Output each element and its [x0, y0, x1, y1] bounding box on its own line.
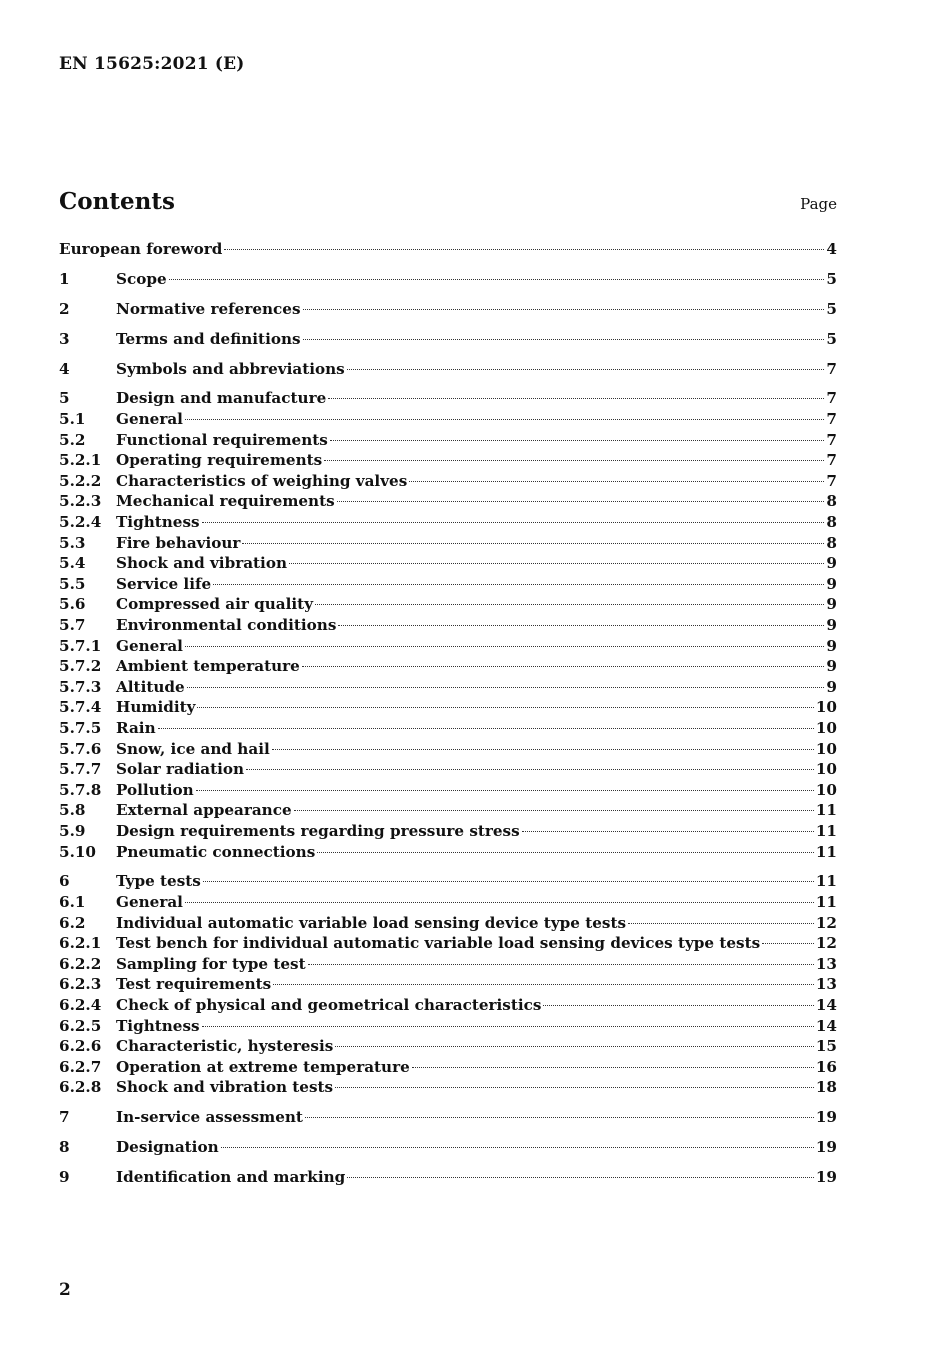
toc-entry-page: 9 — [826, 595, 837, 614]
toc-entry[interactable] — [59, 300, 837, 321]
toc-dot-leader — [330, 440, 825, 441]
toc-dot-leader — [308, 964, 814, 965]
toc-entry-number: 5.10 — [59, 842, 96, 861]
table-of-contents — [59, 240, 837, 1198]
contents-title: Contents — [59, 188, 175, 215]
toc-entry[interactable] — [59, 616, 837, 637]
toc-entry-page: 11 — [815, 872, 837, 891]
toc-entry-number: 6 — [59, 872, 70, 891]
toc-entry-title[interactable]: Design and manufacture — [116, 389, 327, 408]
toc-entry-number: 5.5 — [59, 574, 86, 593]
toc-entry-title[interactable]: Ambient temperature — [116, 657, 300, 676]
toc-dot-leader — [196, 790, 814, 791]
toc-entry[interactable] — [59, 872, 837, 893]
toc-dot-leader — [317, 852, 814, 853]
toc-entry-page: 13 — [815, 975, 837, 994]
toc-entry[interactable] — [59, 1138, 837, 1159]
toc-entry-page: 8 — [826, 492, 837, 511]
toc-entry-number: 5.2.1 — [59, 451, 102, 470]
toc-entry-title[interactable]: In-service assessment — [116, 1108, 303, 1127]
toc-entry-page: 7 — [826, 359, 837, 378]
toc-entry-title[interactable]: General — [116, 636, 183, 655]
toc-entry-number: 5.7.5 — [59, 718, 102, 737]
toc-dot-leader — [522, 831, 814, 832]
toc-entry[interactable] — [59, 781, 837, 802]
toc-dot-leader — [169, 279, 825, 280]
toc-entry-page: 7 — [826, 471, 837, 490]
toc-entry-number: 6.2.6 — [59, 1037, 102, 1056]
toc-entry-number: 5.7.7 — [59, 760, 102, 779]
toc-entry-page: 19 — [815, 1168, 837, 1187]
toc-entry[interactable] — [59, 657, 837, 678]
toc-entry-number: 6.1 — [59, 893, 86, 911]
toc-entry-number: 5.2.4 — [59, 513, 102, 532]
toc-entry-number: 5.4 — [59, 554, 86, 573]
toc-entry-title[interactable]: Fire behaviour — [116, 533, 241, 552]
toc-entry-number: 8 — [59, 1138, 70, 1157]
toc-entry-page: 8 — [826, 513, 837, 532]
toc-entry-title[interactable]: Service life — [116, 574, 212, 593]
toc-dot-leader — [315, 604, 824, 605]
toc-entry-title[interactable]: Individual automatic variable load sensing device type tests — [116, 913, 627, 932]
toc-entry-number: 2 — [59, 299, 70, 318]
toc-dot-leader — [628, 923, 814, 924]
toc-entry-title[interactable]: Test requirements — [116, 975, 272, 994]
toc-entry[interactable] — [59, 575, 837, 596]
toc-entry-number: 5.7 — [59, 615, 86, 634]
toc-entry[interactable] — [59, 431, 837, 452]
toc-entry[interactable] — [59, 554, 837, 575]
toc-group — [59, 1108, 837, 1129]
toc-entry-number: 6.2.3 — [59, 975, 102, 994]
toc-entry-page: 9 — [826, 615, 837, 634]
toc-entry-title[interactable]: Rain — [116, 718, 156, 737]
toc-dot-leader — [543, 1005, 813, 1006]
toc-dot-leader — [347, 1177, 814, 1178]
toc-entry-page: 10 — [815, 698, 837, 717]
toc-group — [59, 330, 837, 351]
toc-entry[interactable] — [59, 760, 837, 781]
toc-entry[interactable] — [59, 472, 837, 493]
toc-entry-number: 6.2 — [59, 913, 86, 932]
toc-dot-leader — [347, 369, 825, 370]
toc-dot-leader — [221, 1147, 814, 1148]
toc-entry-page: 14 — [815, 1016, 837, 1035]
toc-entry[interactable] — [59, 893, 837, 914]
toc-entry[interactable] — [59, 360, 837, 381]
document-id: EN 15625:2021 (E) — [59, 54, 245, 74]
toc-group — [59, 360, 837, 381]
toc-entry-number: 5.9 — [59, 821, 86, 840]
toc-dot-leader — [197, 707, 813, 708]
toc-group — [59, 270, 837, 291]
toc-entry-title[interactable]: External appearance — [116, 801, 292, 820]
toc-dot-leader — [303, 309, 825, 310]
toc-entry-title[interactable]: Altitude — [116, 677, 185, 696]
toc-entry[interactable] — [59, 1037, 837, 1058]
toc-dot-leader — [187, 687, 825, 688]
toc-entry-page: 12 — [815, 934, 837, 953]
toc-dot-leader — [328, 398, 824, 399]
toc-entry-page: 16 — [815, 1057, 837, 1076]
toc-dot-leader — [337, 501, 825, 502]
toc-dot-leader — [246, 769, 814, 770]
toc-group — [59, 872, 837, 1099]
toc-dot-leader — [202, 522, 825, 523]
toc-entry-page: 12 — [815, 913, 837, 932]
toc-dot-leader — [324, 460, 824, 461]
toc-entry-page: 10 — [815, 780, 837, 799]
toc-entry-number: 4 — [59, 359, 70, 378]
toc-dot-leader — [202, 1026, 814, 1027]
toc-entry[interactable] — [59, 996, 837, 1017]
toc-entry-page: 18 — [815, 1078, 837, 1097]
toc-entry[interactable] — [59, 801, 837, 822]
toc-entry-title[interactable]: Characteristic, hysteresis — [116, 1037, 334, 1056]
toc-entry-title[interactable]: European foreword — [59, 240, 223, 258]
toc-entry[interactable] — [59, 934, 837, 955]
toc-dot-leader — [185, 646, 824, 647]
toc-entry-title[interactable]: Environmental conditions — [116, 615, 337, 634]
toc-entry-page: 9 — [826, 636, 837, 655]
toc-dot-leader — [273, 984, 814, 985]
toc-entry-page: 10 — [815, 760, 837, 779]
toc-entry-title[interactable]: Test bench for individual automatic variable load sensing devices type tests — [116, 934, 761, 953]
toc-entry[interactable] — [59, 822, 837, 843]
toc-dot-leader — [303, 339, 825, 340]
toc-entry[interactable] — [59, 1078, 837, 1099]
toc-entry-title[interactable]: Symbols and abbreviations — [116, 359, 345, 378]
toc-entry-page: 15 — [815, 1037, 837, 1056]
toc-entry-title[interactable]: Compressed air quality — [116, 595, 314, 614]
toc-entry-number: 1 — [59, 269, 70, 288]
toc-entry-number: 5.7.6 — [59, 739, 102, 758]
toc-group — [59, 389, 837, 863]
toc-entry[interactable] — [59, 451, 837, 472]
toc-entry-page: 19 — [815, 1108, 837, 1127]
page-column-label: Page — [800, 195, 837, 213]
toc-entry-title[interactable]: Operation at extreme temperature — [116, 1057, 410, 1076]
toc-dot-leader — [335, 1087, 814, 1088]
toc-entry[interactable] — [59, 719, 837, 740]
toc-entry-title[interactable]: Pneumatic connections — [116, 842, 316, 861]
toc-entry-title[interactable]: Type tests — [116, 872, 201, 891]
toc-group — [59, 240, 837, 261]
toc-entry-title[interactable]: Mechanical requirements — [116, 492, 335, 511]
toc-entry[interactable] — [59, 914, 837, 935]
toc-entry-number: 5.2 — [59, 430, 86, 449]
toc-entry-title[interactable]: Operating requirements — [116, 451, 323, 470]
toc-group — [59, 1168, 837, 1189]
toc-entry-page: 11 — [815, 821, 837, 840]
toc-entry-title[interactable]: General — [116, 410, 183, 429]
toc-entry-number: 5.7.2 — [59, 657, 102, 676]
toc-entry-page: 10 — [815, 718, 837, 737]
toc-entry-title[interactable]: Tightness — [116, 513, 200, 532]
toc-entry-page: 11 — [815, 801, 837, 820]
toc-entry-number: 5.7.1 — [59, 636, 102, 655]
toc-entry-title[interactable]: Snow, ice and hail — [116, 739, 270, 758]
toc-entry-title[interactable]: Designation — [116, 1138, 219, 1157]
toc-entry-page: 7 — [826, 430, 837, 449]
toc-entry-title[interactable]: Design requirements regarding pressure stress — [116, 821, 520, 840]
toc-entry-number: 6.2.4 — [59, 995, 102, 1014]
toc-dot-leader — [185, 419, 824, 420]
toc-entry[interactable] — [59, 1017, 837, 1038]
toc-entry-number: 5.2.3 — [59, 492, 102, 511]
toc-entry[interactable] — [59, 678, 837, 699]
toc-dot-leader — [409, 481, 824, 482]
toc-dot-leader — [224, 249, 824, 250]
toc-entry-title[interactable]: Tightness — [116, 1016, 200, 1035]
toc-entry-title[interactable]: Shock and vibration tests — [116, 1078, 334, 1097]
toc-entry-number: 3 — [59, 329, 70, 348]
toc-entry-title[interactable]: Normative references — [116, 299, 301, 318]
toc-entry-number: 5 — [59, 389, 70, 408]
toc-entry[interactable] — [59, 698, 837, 719]
toc-entry-page: 13 — [815, 954, 837, 973]
toc-entry-number: 5.8 — [59, 801, 86, 820]
toc-dot-leader — [305, 1117, 814, 1118]
toc-entry[interactable] — [59, 975, 837, 996]
toc-entry-number: 5.6 — [59, 595, 86, 614]
toc-entry[interactable] — [59, 389, 837, 410]
toc-dot-leader — [213, 584, 824, 585]
page-number: 2 — [59, 1280, 71, 1300]
toc-entry-title[interactable]: Scope — [116, 269, 167, 288]
toc-entry[interactable] — [59, 240, 837, 261]
toc-entry-page: 9 — [826, 574, 837, 593]
toc-entry-title[interactable]: General — [116, 893, 183, 911]
toc-entry[interactable] — [59, 637, 837, 658]
toc-entry-title[interactable]: Solar radiation — [116, 760, 245, 779]
toc-entry-page: 9 — [826, 657, 837, 676]
toc-entry-page: 7 — [826, 389, 837, 408]
toc-entry-number: 5.3 — [59, 533, 86, 552]
toc-entry-page: 5 — [826, 269, 837, 288]
toc-entry-page: 11 — [815, 842, 837, 861]
toc-dot-leader — [158, 728, 814, 729]
toc-entry-number: 5.7.8 — [59, 780, 102, 799]
toc-entry-number: 9 — [59, 1168, 70, 1187]
toc-entry-page: 19 — [815, 1138, 837, 1157]
toc-entry[interactable] — [59, 595, 837, 616]
toc-entry-number: 6.2.7 — [59, 1057, 102, 1076]
toc-entry-number: 6.2.1 — [59, 934, 102, 953]
toc-entry-number: 5.1 — [59, 410, 86, 429]
toc-entry-page: 11 — [815, 893, 837, 911]
toc-entry-page: 7 — [826, 451, 837, 470]
toc-entry-page: 9 — [826, 677, 837, 696]
toc-entry[interactable] — [59, 410, 837, 431]
toc-entry-page: 14 — [815, 995, 837, 1014]
toc-entry-number: 5.7.3 — [59, 677, 102, 696]
toc-entry-page: 5 — [826, 329, 837, 348]
toc-entry-title[interactable]: Identification and marking — [116, 1168, 346, 1187]
toc-entry-title[interactable]: Shock and vibration — [116, 554, 288, 573]
toc-entry-title[interactable]: Check of physical and geometrical characteristics — [116, 995, 542, 1014]
toc-group — [59, 1138, 837, 1159]
toc-entry-title[interactable]: Sampling for type test — [116, 954, 306, 973]
toc-entry-page: 7 — [826, 410, 837, 429]
toc-dot-leader — [294, 810, 814, 811]
toc-entry-number: 6.2.8 — [59, 1078, 102, 1097]
toc-dot-leader — [412, 1067, 814, 1068]
toc-dot-leader — [338, 625, 824, 626]
toc-entry-page: 8 — [826, 533, 837, 552]
toc-group — [59, 300, 837, 321]
toc-entry[interactable] — [59, 1108, 837, 1129]
toc-dot-leader — [762, 943, 814, 944]
toc-entry-page: 4 — [826, 240, 837, 258]
toc-dot-leader — [302, 666, 825, 667]
toc-entry-page: 10 — [815, 739, 837, 758]
toc-entry[interactable] — [59, 1058, 837, 1079]
toc-entry-title[interactable]: Terms and definitions — [116, 329, 301, 348]
toc-entry[interactable] — [59, 534, 837, 555]
toc-entry-page: 5 — [826, 299, 837, 318]
toc-entry-number: 6.2.2 — [59, 954, 102, 973]
toc-entry-title[interactable]: Humidity — [116, 698, 196, 717]
toc-entry[interactable] — [59, 740, 837, 761]
toc-entry-title[interactable]: Pollution — [116, 780, 194, 799]
toc-entry-number: 6.2.5 — [59, 1016, 102, 1035]
toc-entry-number: 5.7.4 — [59, 698, 102, 717]
toc-dot-leader — [289, 563, 824, 564]
toc-entry[interactable] — [59, 1168, 837, 1189]
toc-entry[interactable] — [59, 270, 837, 291]
toc-entry-title[interactable]: Characteristics of weighing valves — [116, 471, 408, 490]
toc-entry-title[interactable]: Functional requirements — [116, 430, 328, 449]
toc-dot-leader — [272, 749, 814, 750]
toc-entry-page: 9 — [826, 554, 837, 573]
toc-entry-number: 5.2.2 — [59, 471, 102, 490]
toc-entry[interactable] — [59, 330, 837, 351]
toc-entry[interactable] — [59, 843, 837, 864]
toc-entry[interactable] — [59, 492, 837, 513]
toc-dot-leader — [242, 543, 824, 544]
toc-entry-number: 7 — [59, 1108, 70, 1127]
toc-dot-leader — [203, 881, 814, 882]
toc-dot-leader — [185, 902, 814, 903]
toc-entry[interactable] — [59, 955, 837, 976]
toc-dot-leader — [335, 1046, 814, 1047]
toc-entry[interactable] — [59, 513, 837, 534]
